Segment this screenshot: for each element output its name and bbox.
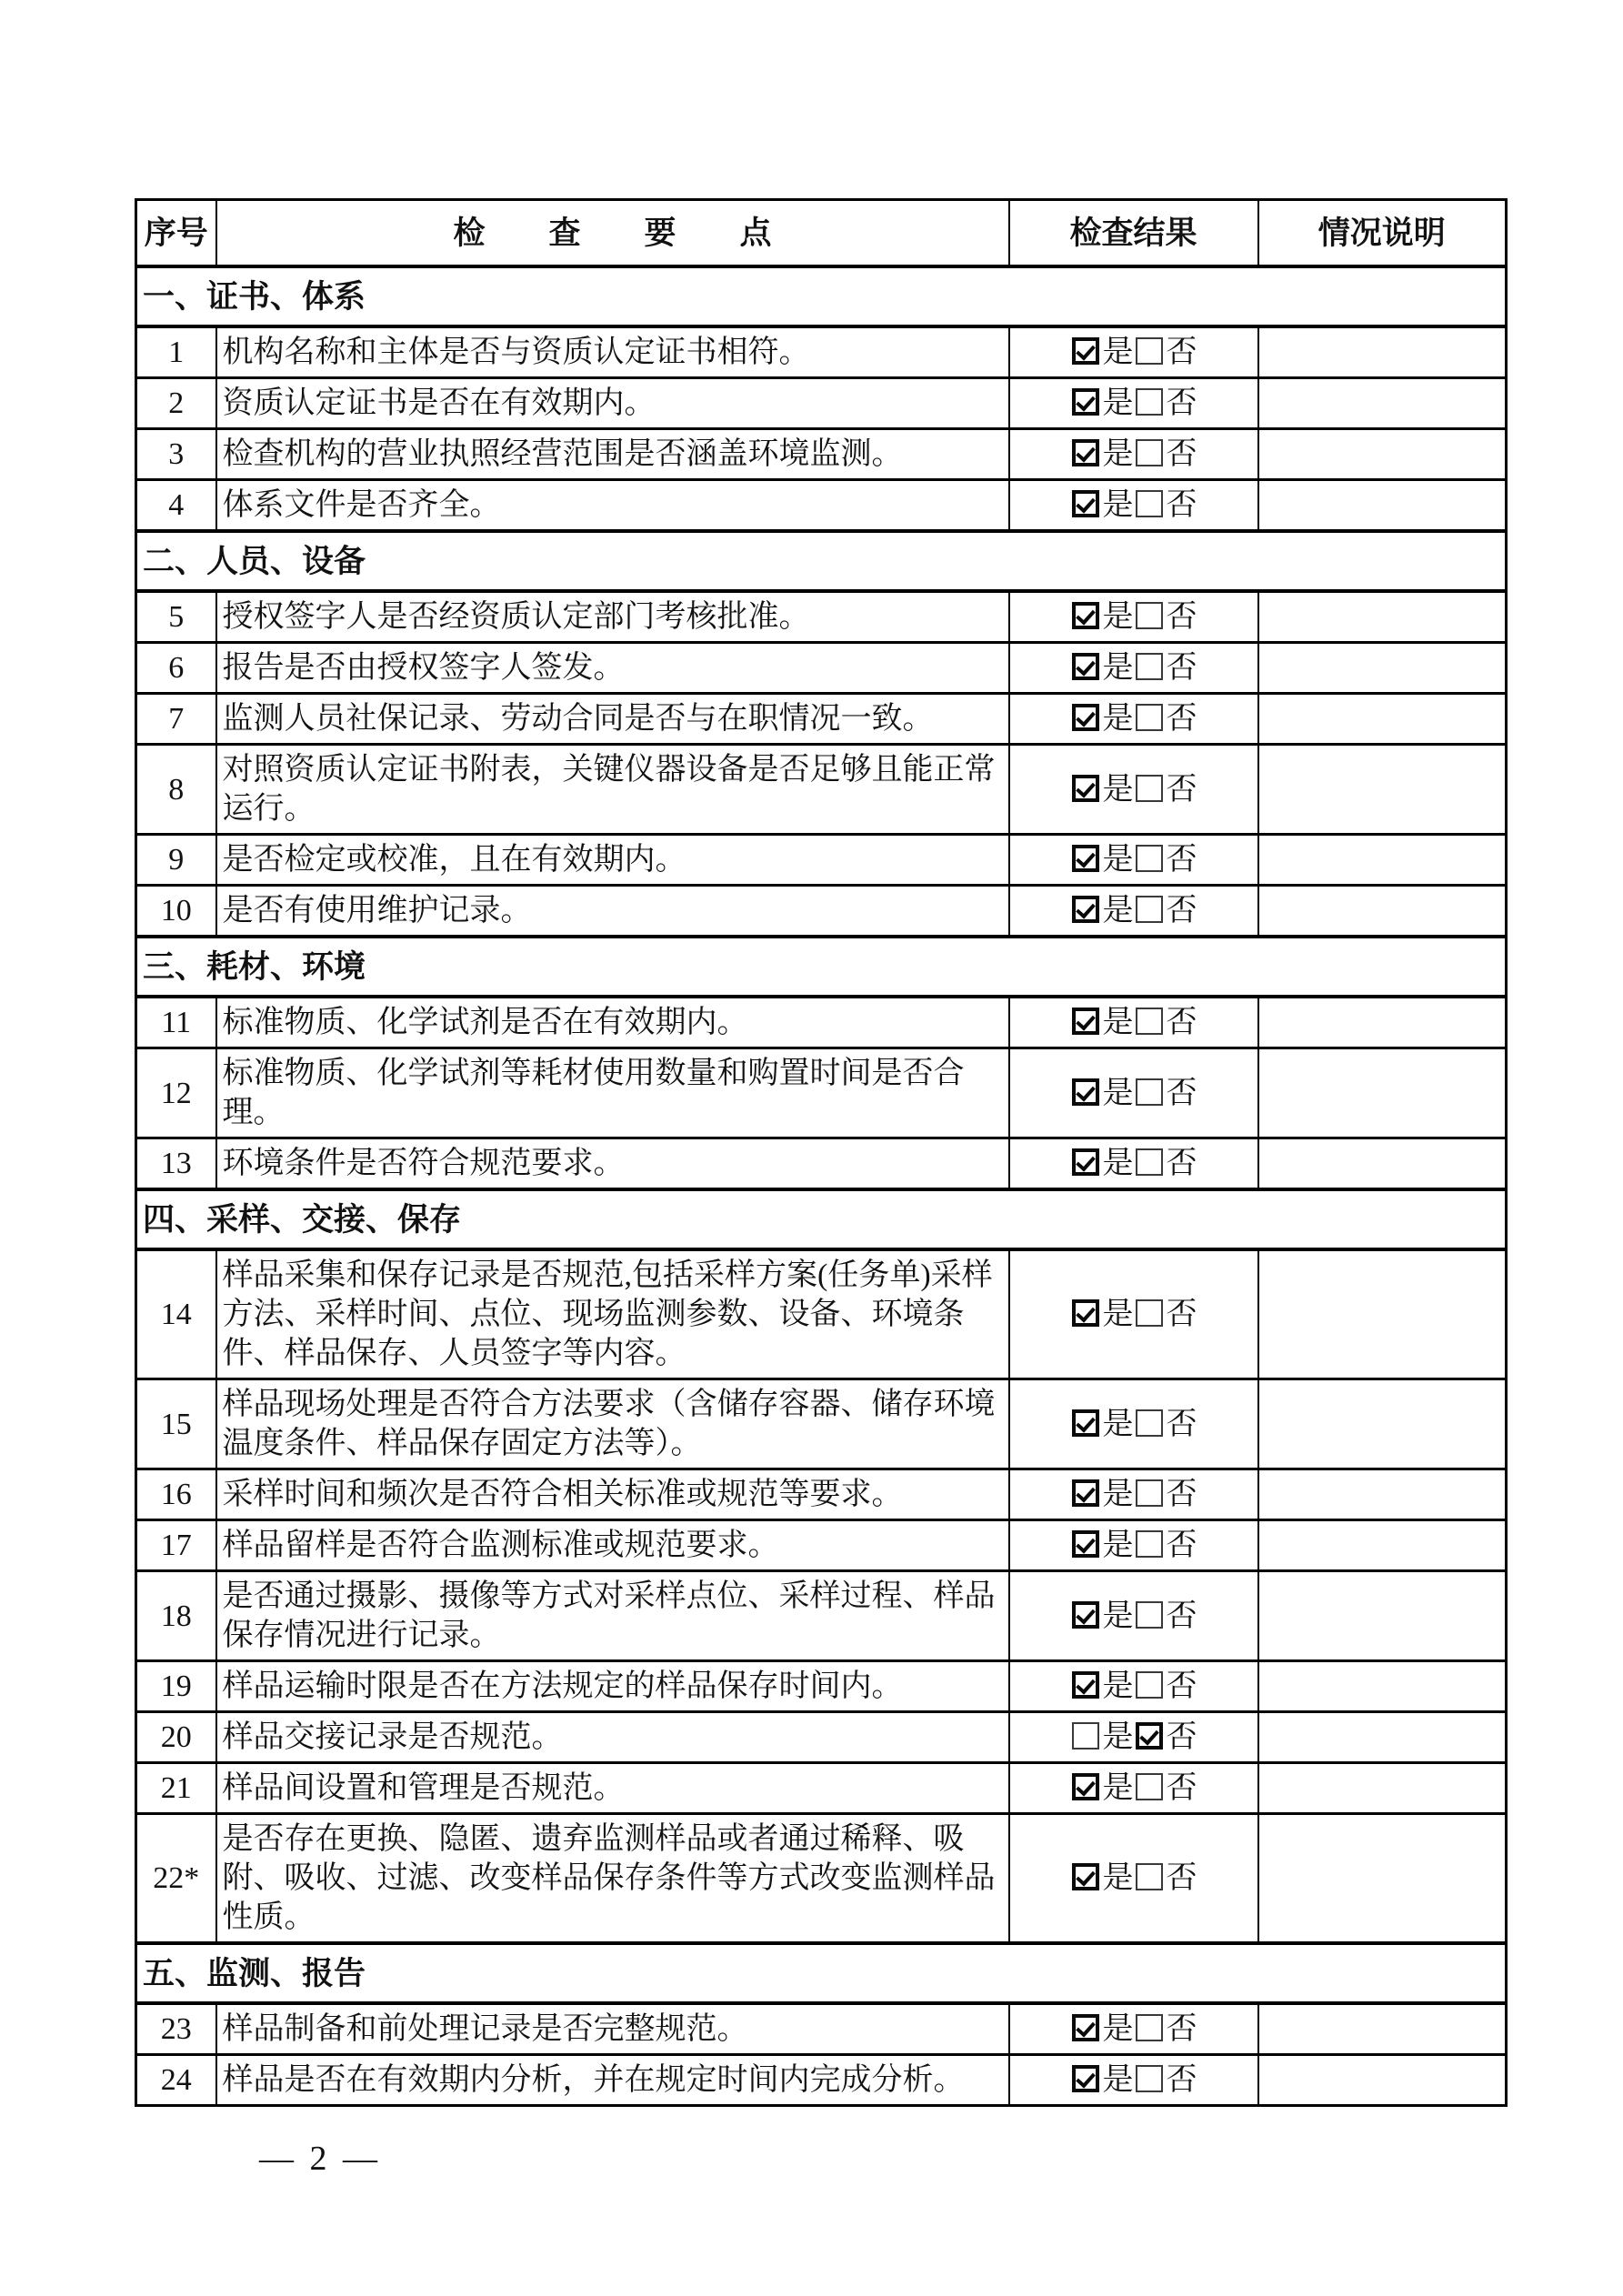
row-number: 18	[136, 1571, 216, 1661]
check-point-text: 资质认定证书是否在有效期内。	[216, 378, 1009, 429]
note-cell	[1258, 835, 1507, 886]
check-result	[1009, 2003, 1258, 2055]
checkbox-unchecked-icon	[1136, 388, 1163, 416]
check-result	[1009, 886, 1258, 937]
note-cell	[1258, 1763, 1507, 1814]
note-cell	[1258, 1379, 1507, 1469]
note-cell	[1258, 1138, 1507, 1190]
checklist-row	[136, 1469, 1507, 1520]
checkbox-unchecked-icon	[1136, 1409, 1163, 1437]
check-result	[1009, 480, 1258, 532]
row-number: 9	[136, 835, 216, 886]
note-cell	[1258, 643, 1507, 694]
checklist-row	[136, 2055, 1507, 2106]
no-label: 否	[1166, 386, 1197, 420]
row-number: 22*	[136, 1814, 216, 1944]
yes-label: 是	[1102, 386, 1134, 420]
checkbox-checked-icon	[1072, 1773, 1099, 1800]
no-label: 否	[1166, 2012, 1197, 2046]
row-number: 3	[136, 429, 216, 480]
checkbox-checked-icon	[1072, 1530, 1099, 1558]
no-label: 否	[1166, 651, 1197, 685]
row-number: 19	[136, 1661, 216, 1712]
check-result	[1009, 1520, 1258, 1571]
check-result	[1009, 745, 1258, 835]
yes-label: 是	[1102, 1720, 1134, 1754]
row-number: 21	[136, 1763, 216, 1814]
header-check-result: 检查结果	[1009, 200, 1258, 267]
check-point-text: 样品采集和保存记录是否规范,包括采样方案(任务单)采样方法、采样时间、点位、现场监测参数、设备、环境条件、样品保存、人员签字等内容。	[216, 1249, 1009, 1379]
checkbox-unchecked-icon	[1136, 337, 1163, 365]
check-result	[1009, 378, 1258, 429]
check-point-text: 报告是否由授权签字人签发。	[216, 643, 1009, 694]
check-point-text: 样品现场处理是否符合方法要求（含储存容器、储存环境温度条件、样品保存固定方法等）。	[216, 1379, 1009, 1469]
checklist-row	[136, 1520, 1507, 1571]
checkbox-checked-icon	[1072, 490, 1099, 517]
checkbox-unchecked-icon	[1136, 1863, 1163, 1890]
check-result	[1009, 835, 1258, 886]
note-cell	[1258, 886, 1507, 937]
header-check-point: 检 查 要 点	[216, 200, 1009, 267]
checkbox-checked-icon	[1072, 1148, 1099, 1176]
checklist-row	[136, 694, 1507, 745]
row-number: 11	[136, 997, 216, 1048]
checkbox-checked-icon	[1072, 845, 1099, 872]
no-label: 否	[1166, 1771, 1197, 1805]
checkbox-checked-icon	[1072, 1479, 1099, 1507]
checklist-row	[136, 429, 1507, 480]
checkbox-checked-icon	[1072, 1299, 1099, 1327]
checkbox-checked-icon	[1072, 1671, 1099, 1699]
checklist-row	[136, 326, 1507, 378]
check-result	[1009, 1249, 1258, 1379]
section-row	[136, 266, 1507, 326]
note-cell	[1258, 1048, 1507, 1138]
checkbox-unchecked-icon	[1136, 2065, 1163, 2092]
no-label: 否	[1166, 1478, 1197, 1511]
check-result	[1009, 1814, 1258, 1944]
note-cell	[1258, 1814, 1507, 1944]
check-result	[1009, 429, 1258, 480]
checkbox-unchecked-icon	[1136, 1078, 1163, 1106]
yes-label: 是	[1102, 772, 1134, 807]
check-point-text: 是否存在更换、隐匿、遗弃监测样品或者通过稀释、吸附、吸收、过滤、改变样品保存条件等方式改变监测样品性质。	[216, 1814, 1009, 1944]
note-cell	[1258, 2003, 1507, 2055]
check-point-text: 机构名称和主体是否与资质认定证书相符。	[216, 326, 1009, 378]
checkbox-checked-icon	[1072, 1601, 1099, 1629]
checkbox-checked-icon	[1072, 602, 1099, 629]
yes-label: 是	[1102, 1478, 1134, 1511]
checkbox-unchecked-icon	[1136, 1530, 1163, 1558]
yes-label: 是	[1102, 1147, 1134, 1180]
no-label: 否	[1166, 1861, 1197, 1895]
checklist-row	[136, 1763, 1507, 1814]
check-point-text: 是否通过摄影、摄像等方式对采样点位、采样过程、样品保存情况进行记录。	[216, 1571, 1009, 1661]
yes-label: 是	[1102, 488, 1134, 522]
checkbox-unchecked-icon	[1136, 845, 1163, 872]
yes-label: 是	[1102, 1006, 1134, 1039]
checkbox-checked-icon	[1072, 775, 1099, 802]
note-cell	[1258, 591, 1507, 643]
note-cell	[1258, 326, 1507, 378]
note-cell	[1258, 1520, 1507, 1571]
row-number: 23	[136, 2003, 216, 2055]
check-point-text: 是否有使用维护记录。	[216, 886, 1009, 937]
no-label: 否	[1166, 1599, 1197, 1633]
yes-label: 是	[1102, 1771, 1134, 1805]
row-number: 8	[136, 745, 216, 835]
checkbox-unchecked-icon	[1136, 775, 1163, 802]
yes-label: 是	[1102, 437, 1134, 471]
check-point-text: 对照资质认定证书附表，关键仪器设备是否足够且能正常运行。	[216, 745, 1009, 835]
note-cell	[1258, 2055, 1507, 2106]
checkbox-checked-icon	[1072, 439, 1099, 466]
check-point-text: 是否检定或校准，且在有效期内。	[216, 835, 1009, 886]
section-title: 二、人员、设备	[136, 531, 1507, 591]
checklist-row	[136, 997, 1507, 1048]
yes-label: 是	[1102, 651, 1134, 685]
yes-label: 是	[1102, 2063, 1134, 2097]
check-point-text: 样品制备和前处理记录是否完整规范。	[216, 2003, 1009, 2055]
check-result	[1009, 1048, 1258, 1138]
checkbox-checked-icon	[1072, 337, 1099, 365]
row-number: 1	[136, 326, 216, 378]
section-row	[136, 1189, 1507, 1249]
checkbox-checked-icon	[1072, 1008, 1099, 1035]
checklist-row	[136, 1661, 1507, 1712]
check-result	[1009, 1138, 1258, 1190]
checklist-row	[136, 835, 1507, 886]
no-label: 否	[1166, 772, 1197, 807]
page-number: — 2 —	[259, 2140, 381, 2178]
check-point-text: 样品间设置和管理是否规范。	[216, 1763, 1009, 1814]
checklist-row	[136, 643, 1507, 694]
checkbox-unchecked-icon	[1136, 490, 1163, 517]
check-result	[1009, 326, 1258, 378]
check-point-text: 检查机构的营业执照经营范围是否涵盖环境监测。	[216, 429, 1009, 480]
row-number: 10	[136, 886, 216, 937]
note-cell	[1258, 1249, 1507, 1379]
no-label: 否	[1166, 1720, 1197, 1754]
check-result	[1009, 997, 1258, 1048]
checklist-row	[136, 2003, 1507, 2055]
checkbox-unchecked-icon	[1136, 1671, 1163, 1699]
check-point-text: 监测人员社保记录、劳动合同是否与在职情况一致。	[216, 694, 1009, 745]
no-label: 否	[1166, 1529, 1197, 1562]
checklist-row	[136, 886, 1507, 937]
section-row	[136, 1943, 1507, 2003]
checkbox-checked-icon	[1072, 704, 1099, 731]
yes-label: 是	[1102, 1529, 1134, 1562]
no-label: 否	[1166, 1076, 1197, 1110]
header-no: 序号	[136, 200, 216, 267]
checklist-row	[136, 1712, 1507, 1763]
checklist-row	[136, 1379, 1507, 1469]
no-label: 否	[1166, 1298, 1197, 1331]
yes-label: 是	[1102, 336, 1134, 369]
checkbox-checked-icon	[1072, 896, 1099, 923]
check-point-text: 授权签字人是否经资质认定部门考核批准。	[216, 591, 1009, 643]
checkbox-unchecked-icon	[1136, 439, 1163, 466]
no-label: 否	[1166, 843, 1197, 877]
checklist-body	[136, 266, 1507, 2106]
header-row	[136, 200, 1507, 267]
row-number: 4	[136, 480, 216, 532]
yes-label: 是	[1102, 1076, 1134, 1110]
row-number: 5	[136, 591, 216, 643]
note-cell	[1258, 1661, 1507, 1712]
checkbox-unchecked-icon	[1136, 1601, 1163, 1629]
check-result	[1009, 1661, 1258, 1712]
check-result	[1009, 2055, 1258, 2106]
checklist-row	[136, 1048, 1507, 1138]
checkbox-checked-icon	[1072, 388, 1099, 416]
yes-label: 是	[1102, 843, 1134, 877]
check-point-text: 采样时间和频次是否符合相关标准或规范等要求。	[216, 1469, 1009, 1520]
checkbox-unchecked-icon	[1136, 602, 1163, 629]
checklist-row	[136, 1571, 1507, 1661]
row-number: 20	[136, 1712, 216, 1763]
yes-label: 是	[1102, 894, 1134, 927]
check-point-text: 标准物质、化学试剂等耗材使用数量和购置时间是否合理。	[216, 1048, 1009, 1138]
checkbox-unchecked-icon	[1136, 704, 1163, 731]
no-label: 否	[1166, 702, 1197, 736]
checkbox-checked-icon	[1136, 1722, 1163, 1750]
section-row	[136, 937, 1507, 997]
check-point-text: 样品交接记录是否规范。	[216, 1712, 1009, 1763]
checkbox-checked-icon	[1072, 1078, 1099, 1106]
no-label: 否	[1166, 488, 1197, 522]
note-cell	[1258, 1571, 1507, 1661]
yes-label: 是	[1102, 1861, 1134, 1895]
check-point-text: 样品留样是否符合监测标准或规范要求。	[216, 1520, 1009, 1571]
note-cell	[1258, 1469, 1507, 1520]
row-number: 13	[136, 1138, 216, 1190]
check-result	[1009, 1763, 1258, 1814]
checklist-row	[136, 591, 1507, 643]
note-cell	[1258, 429, 1507, 480]
yes-label: 是	[1102, 1669, 1134, 1703]
checkbox-unchecked-icon	[1072, 1722, 1099, 1750]
checkbox-checked-icon	[1072, 1863, 1099, 1890]
check-result	[1009, 643, 1258, 694]
checkbox-unchecked-icon	[1136, 1479, 1163, 1507]
row-number: 2	[136, 378, 216, 429]
yes-label: 是	[1102, 600, 1134, 634]
row-number: 24	[136, 2055, 216, 2106]
checklist-row	[136, 745, 1507, 835]
checkbox-unchecked-icon	[1136, 1299, 1163, 1327]
check-result	[1009, 1712, 1258, 1763]
no-label: 否	[1166, 2063, 1197, 2097]
checkbox-checked-icon	[1072, 2014, 1099, 2041]
checklist-row	[136, 1138, 1507, 1190]
checklist-row	[136, 1249, 1507, 1379]
row-number: 15	[136, 1379, 216, 1469]
no-label: 否	[1166, 1669, 1197, 1703]
checkbox-checked-icon	[1072, 1409, 1099, 1437]
note-cell	[1258, 694, 1507, 745]
check-point-text: 样品是否在有效期内分析，并在规定时间内完成分析。	[216, 2055, 1009, 2106]
no-label: 否	[1166, 437, 1197, 471]
row-number: 6	[136, 643, 216, 694]
note-cell	[1258, 745, 1507, 835]
checkbox-unchecked-icon	[1136, 1148, 1163, 1176]
checkbox-unchecked-icon	[1136, 653, 1163, 680]
yes-label: 是	[1102, 1407, 1134, 1441]
note-cell	[1258, 997, 1507, 1048]
section-title: 四、采样、交接、保存	[136, 1189, 1507, 1249]
check-result	[1009, 1469, 1258, 1520]
row-number: 12	[136, 1048, 216, 1138]
section-title: 一、证书、体系	[136, 266, 1507, 326]
checkbox-checked-icon	[1072, 653, 1099, 680]
yes-label: 是	[1102, 702, 1134, 736]
checklist-row	[136, 378, 1507, 429]
no-label: 否	[1166, 1006, 1197, 1039]
checkbox-unchecked-icon	[1136, 1008, 1163, 1035]
check-result	[1009, 591, 1258, 643]
no-label: 否	[1166, 894, 1197, 927]
section-row	[136, 531, 1507, 591]
check-point-text: 标准物质、化学试剂是否在有效期内。	[216, 997, 1009, 1048]
no-label: 否	[1166, 1407, 1197, 1441]
no-label: 否	[1166, 1147, 1197, 1180]
checkbox-unchecked-icon	[1136, 896, 1163, 923]
yes-label: 是	[1102, 1599, 1134, 1633]
yes-label: 是	[1102, 1298, 1134, 1331]
row-number: 7	[136, 694, 216, 745]
note-cell	[1258, 480, 1507, 532]
no-label: 否	[1166, 600, 1197, 634]
checkbox-unchecked-icon	[1136, 2014, 1163, 2041]
check-result	[1009, 694, 1258, 745]
row-number: 17	[136, 1520, 216, 1571]
check-point-text: 环境条件是否符合规范要求。	[216, 1138, 1009, 1190]
checkbox-checked-icon	[1072, 2065, 1099, 2092]
checkbox-unchecked-icon	[1136, 1773, 1163, 1800]
row-number: 16	[136, 1469, 216, 1520]
note-cell	[1258, 1712, 1507, 1763]
no-label: 否	[1166, 336, 1197, 369]
note-cell	[1258, 378, 1507, 429]
header-note: 情况说明	[1258, 200, 1507, 267]
row-number: 14	[136, 1249, 216, 1379]
check-result	[1009, 1379, 1258, 1469]
section-title: 五、监测、报告	[136, 1943, 1507, 2003]
yes-label: 是	[1102, 2012, 1134, 2046]
checklist-row	[136, 480, 1507, 532]
check-result	[1009, 1571, 1258, 1661]
check-point-text: 体系文件是否齐全。	[216, 480, 1009, 532]
section-title: 三、耗材、环境	[136, 937, 1507, 997]
checklist-row	[136, 1814, 1507, 1944]
inspection-checklist-table	[135, 198, 1508, 2107]
check-point-text: 样品运输时限是否在方法规定的样品保存时间内。	[216, 1661, 1009, 1712]
